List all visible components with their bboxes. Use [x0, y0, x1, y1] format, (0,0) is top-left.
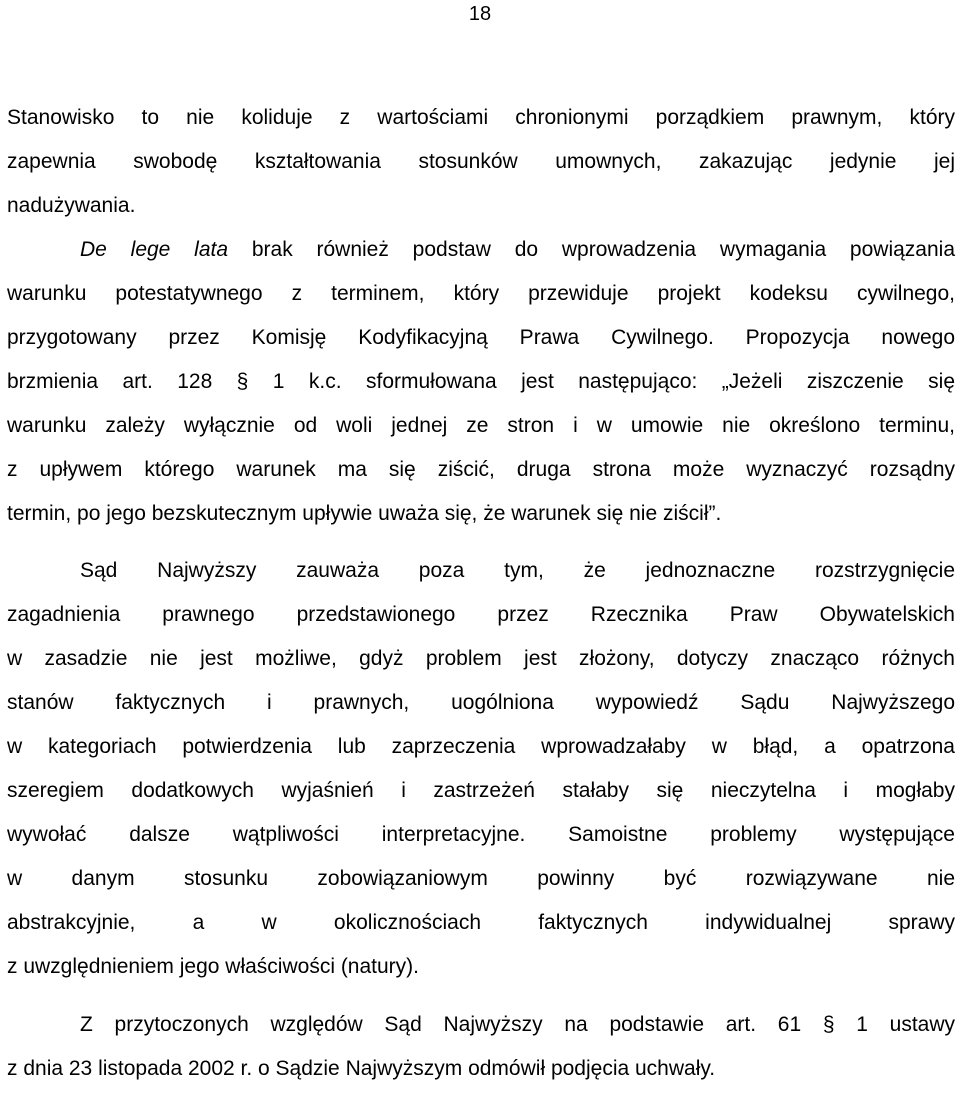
text-line: z upływem którego warunek ma się ziścić, druga strona może wyznaczyć rozsądny [7, 458, 955, 481]
text-line: abstrakcyjnie, a w okolicznościach faktycznych indywidualnej sprawy [7, 911, 955, 934]
text-line: szeregiem dodatkowych wyjaśnień i zastrzeżeń stałaby się nieczytelna i mogłaby [7, 779, 955, 802]
text-line: zapewnia swobodę kształtowania stosunków umownych, zakazując jedynie jej [7, 150, 955, 173]
text-line: Sąd Najwyższy zauważa poza tym, że jednoznaczne rozstrzygnięcie [80, 559, 955, 582]
text-fragment: brak również podstaw do wprowadzenia wymagania powiązania [228, 238, 956, 261]
document-body [7, 96, 955, 1091]
text-line: w zasadzie nie jest możliwe, gdyż problem jest złożony, dotyczy znacząco różnych [7, 647, 955, 670]
text-line: wywołać dalsze wątpliwości interpretacyjne. Samoistne problemy występujące [7, 823, 955, 846]
text-line: zagadnienia prawnego przedstawionego przez Rzecznika Praw Obywatelskich [7, 603, 955, 626]
text-line: Z przytoczonych względów Sąd Najwyższy na podstawie art. 61 § 1 ustawy [80, 1013, 955, 1036]
text-line: przygotowany przez Komisję Kodyfikacyjną Prawa Cywilnego. Propozycja nowego [7, 326, 955, 349]
italic-phrase: De lege lata [80, 238, 229, 261]
paragraph-1 [7, 96, 955, 228]
paragraph-4 [7, 1003, 955, 1091]
text-line: nadużywania. [7, 194, 136, 217]
text-line: w danym stosunku zobowiązaniowym powinny być rozwiązywane nie [7, 867, 955, 890]
text-line: Stanowisko to nie koliduje z wartościami chronionymi porządkiem prawnym, który [7, 106, 955, 129]
text-line: z dnia 23 listopada 2002 r. o Sądzie Najwyższym odmówił podjęcia uchwały. [7, 1057, 716, 1080]
text-line: brzmienia art. 128 § 1 k.c. sformułowana jest następująco: „Jeżeli ziszczenie się [7, 370, 955, 393]
paragraph-3 [7, 549, 955, 989]
text-line: w kategoriach potwierdzenia lub zaprzeczenia wprowadzałaby w błąd, a opatrzona [7, 735, 955, 758]
text-line: warunku potestatywnego z terminem, który przewiduje projekt kodeksu cywilnego, [7, 282, 955, 305]
text-line: stanów faktycznych i prawnych, uogólniona wypowiedź Sądu Najwyższego [7, 691, 955, 714]
text-line: z uwzględnieniem jego właściwości (natury). [7, 955, 420, 978]
text-line: warunku zależy wyłącznie od woli jednej ze stron i w umowie nie określono terminu, [7, 414, 955, 437]
paragraph-2 [7, 228, 955, 536]
page-number: 18 [468, 3, 492, 25]
text-line: termin, po jego bezskutecznym upływie uważa się, że warunek się nie ziścił”. [7, 502, 722, 525]
text-line [7, 228, 955, 272]
